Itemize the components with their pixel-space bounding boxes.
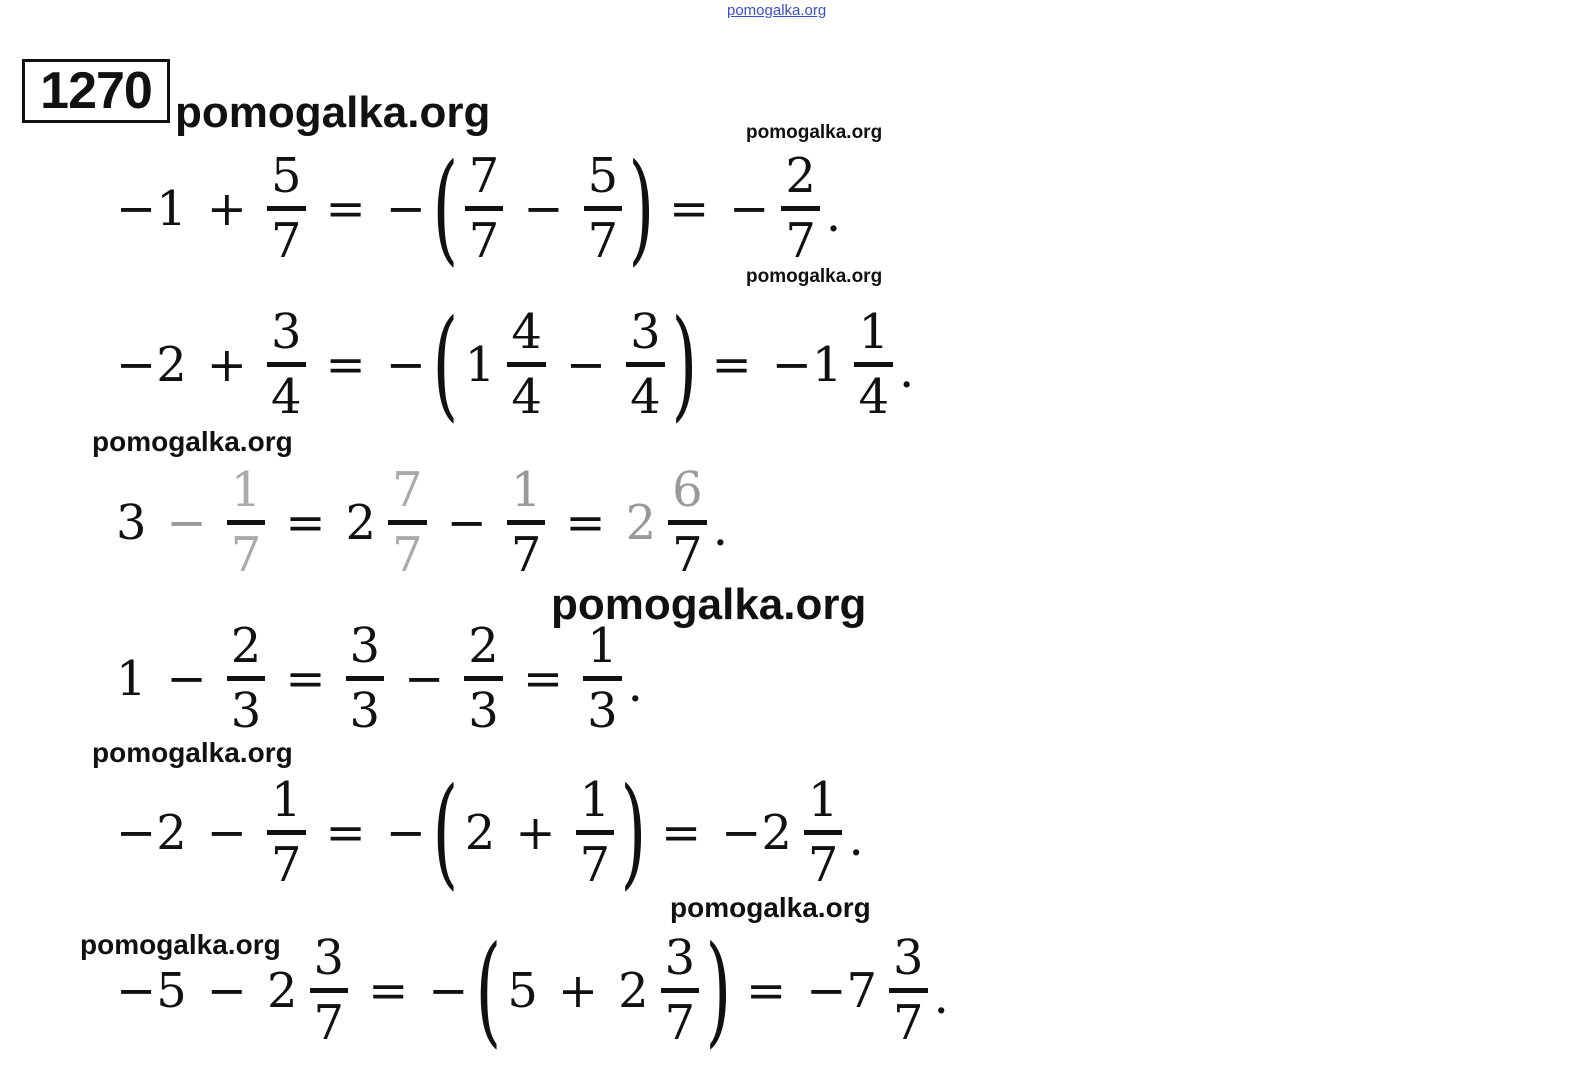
numerator: 1 (270, 772, 302, 828)
fraction-bar (346, 676, 385, 681)
operator: − (446, 494, 487, 551)
term: 3 (116, 494, 147, 551)
operator: − (523, 180, 564, 237)
equals: = (522, 650, 564, 707)
equation-6 (110, 920, 949, 1060)
whole-part: 2 (618, 962, 649, 1019)
left-paren: ( (432, 294, 459, 434)
denominator: 4 (511, 369, 542, 425)
fraction-bar (854, 362, 893, 367)
right-paren: ) (705, 920, 732, 1060)
fraction (464, 618, 503, 739)
watermark: pomogalka.org (551, 580, 867, 629)
term: −1 (116, 180, 187, 237)
denominator: 7 (893, 995, 924, 1051)
operator: − (565, 336, 607, 393)
operator: − (385, 180, 426, 237)
equals: = (325, 336, 366, 393)
whole-part: 2 (625, 494, 657, 551)
fraction (668, 462, 707, 583)
result-whole: −2 (721, 804, 792, 861)
numerator: 1 (587, 618, 618, 674)
numerator: 1 (230, 462, 262, 518)
operator: + (557, 962, 599, 1019)
fraction (583, 618, 622, 739)
operator: − (385, 804, 426, 861)
fraction-bar (583, 676, 622, 681)
fraction-bar (388, 520, 427, 525)
numerator: 2 (230, 618, 262, 674)
denominator: 3 (587, 683, 618, 739)
term: 1 (116, 650, 147, 707)
numerator: 2 (468, 618, 499, 674)
fraction (227, 618, 266, 739)
fraction (584, 148, 623, 269)
fraction (227, 462, 266, 583)
fraction-bar (227, 520, 266, 525)
equals: = (325, 804, 366, 861)
equation-2 (110, 294, 915, 434)
numerator: 3 (313, 930, 345, 986)
denominator: 7 (270, 213, 302, 269)
numerator: 7 (392, 462, 423, 518)
fraction-bar (227, 676, 266, 681)
fraction-bar (464, 676, 503, 681)
denominator: 7 (270, 837, 302, 893)
equals: = (285, 494, 326, 551)
numerator: 5 (270, 148, 302, 204)
watermark: pomogalka.org (746, 266, 883, 287)
equals: = (368, 962, 409, 1019)
period: . (712, 501, 728, 557)
fraction-bar (507, 520, 546, 525)
period: . (627, 657, 643, 713)
period: . (899, 343, 915, 399)
denominator: 7 (230, 527, 262, 583)
left-paren: ( (432, 138, 459, 278)
fraction-bar (668, 520, 707, 525)
period: . (933, 969, 949, 1025)
term: −5 (116, 962, 187, 1019)
equals: = (746, 962, 787, 1019)
equals: = (325, 180, 366, 237)
left-paren: ( (432, 762, 459, 902)
numerator: 3 (664, 930, 696, 986)
denominator: 4 (630, 369, 661, 425)
numerator: 1 (510, 462, 542, 518)
denominator: 7 (510, 527, 542, 583)
denominator: 7 (672, 527, 703, 583)
denominator: 7 (579, 837, 611, 893)
equals: = (711, 336, 752, 393)
operator: − (428, 962, 469, 1019)
whole-part: 1 (464, 336, 496, 393)
denominator: 7 (468, 213, 500, 269)
whole-part: 5 (507, 962, 538, 1019)
operator: + (206, 336, 247, 393)
fraction (661, 930, 700, 1051)
fraction (576, 772, 615, 893)
fraction-bar (310, 988, 349, 993)
fraction-bar (465, 206, 504, 211)
fraction (889, 930, 928, 1051)
fraction-bar (584, 206, 623, 211)
denominator: 7 (587, 213, 619, 269)
fraction (465, 148, 504, 269)
numerator: 1 (807, 772, 839, 828)
numerator: 1 (579, 772, 611, 828)
fraction (507, 462, 546, 583)
right-paren: ) (620, 762, 647, 902)
denominator: 7 (392, 527, 423, 583)
numerator: 1 (858, 304, 890, 360)
term: −2 (116, 336, 187, 393)
watermark-top-link[interactable]: pomogalka.org (727, 2, 827, 19)
operator: − (206, 804, 247, 861)
watermark-header: pomogalka.org (175, 88, 491, 137)
operator: + (515, 804, 556, 861)
numerator: 3 (893, 930, 924, 986)
fraction-bar (507, 362, 546, 367)
equals: = (285, 650, 326, 707)
term: −2 (116, 804, 187, 861)
fraction-bar (267, 206, 306, 211)
equation-3 (110, 462, 728, 583)
fraction-bar (804, 830, 843, 835)
watermark: pomogalka.org (92, 426, 293, 457)
whole-part: 2 (266, 962, 298, 1019)
denominator: 4 (858, 369, 890, 425)
denominator: 3 (349, 683, 381, 739)
fraction (388, 462, 427, 583)
numerator: 5 (587, 148, 619, 204)
right-paren: ) (628, 138, 655, 278)
equals: = (565, 494, 606, 551)
fraction (781, 148, 820, 269)
numerator: 7 (468, 148, 500, 204)
operator: − (729, 180, 770, 237)
fraction-bar (781, 206, 820, 211)
operator: − (206, 962, 247, 1019)
denominator: 7 (664, 995, 696, 1051)
fraction-bar (576, 830, 615, 835)
numerator: 3 (270, 304, 302, 360)
fraction-bar (661, 988, 700, 993)
equation-4 (110, 618, 643, 739)
fraction-bar (889, 988, 928, 993)
whole-part: 2 (345, 494, 377, 551)
equation-5 (110, 762, 864, 902)
fraction-bar (626, 362, 665, 367)
watermark: pomogalka.org (670, 892, 871, 923)
operator: + (206, 180, 247, 237)
operator: − (385, 336, 426, 393)
numerator: 3 (349, 618, 381, 674)
denominator: 4 (270, 369, 302, 425)
fraction (310, 930, 349, 1051)
operator: − (166, 650, 207, 707)
operator: − (404, 650, 445, 707)
right-paren: ) (671, 294, 697, 434)
denominator: 3 (468, 683, 499, 739)
denominator: 7 (807, 837, 839, 893)
fraction (804, 772, 843, 893)
result-whole: −1 (771, 336, 843, 393)
fraction (267, 304, 306, 425)
watermark: pomogalka.org (92, 737, 293, 768)
numerator: 3 (630, 304, 661, 360)
denominator: 7 (313, 995, 345, 1051)
equals: = (668, 180, 710, 237)
fraction (507, 304, 546, 425)
problem-number: 1270 (22, 59, 170, 123)
watermark: pomogalka.org (746, 122, 883, 143)
period: . (825, 187, 842, 243)
fraction (267, 772, 306, 893)
fraction (626, 304, 665, 425)
fraction (854, 304, 893, 425)
fraction-bar (267, 362, 306, 367)
denominator: 3 (230, 683, 262, 739)
operator: − (166, 494, 207, 551)
equals: = (660, 804, 702, 861)
result-whole: −7 (806, 962, 878, 1019)
period: . (848, 811, 864, 867)
whole-part: 2 (464, 804, 496, 861)
numerator: 6 (672, 462, 703, 518)
fraction-bar (267, 830, 306, 835)
watermark: pomogalka.org (80, 929, 281, 960)
left-paren: ( (475, 920, 501, 1060)
fraction (267, 148, 306, 269)
numerator: 4 (511, 304, 542, 360)
denominator: 7 (785, 213, 816, 269)
fraction (346, 618, 385, 739)
equation-1 (110, 138, 842, 278)
numerator: 2 (785, 148, 816, 204)
